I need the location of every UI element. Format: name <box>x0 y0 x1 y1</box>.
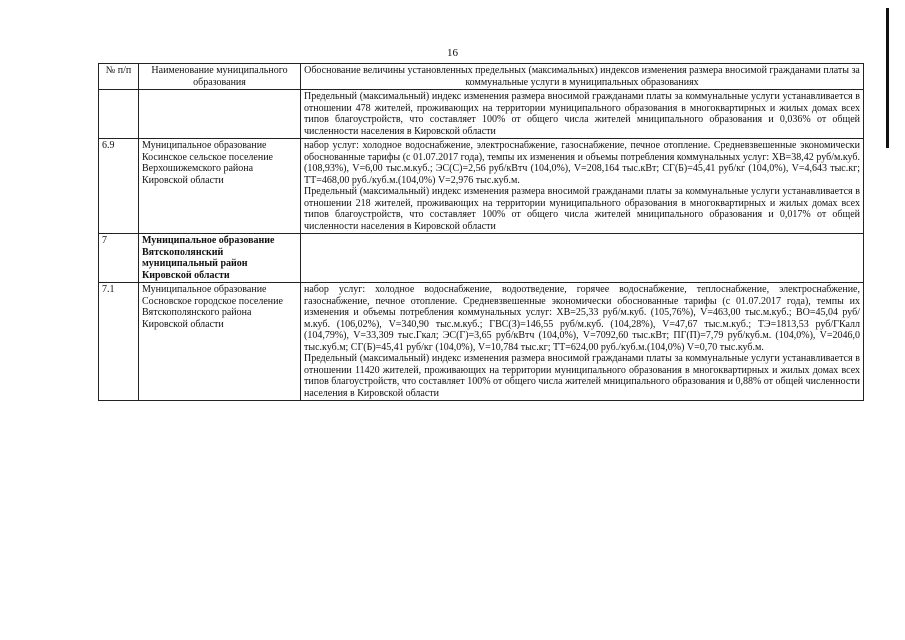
row-number: 6.9 <box>99 139 139 234</box>
row-number: 7 <box>99 234 139 283</box>
table-row <box>99 234 864 283</box>
header-basis: Обоснование величины установленных предельных (максимальных) индексов изменения размера вносимой гражданами платы за коммунальные услуги в муниципальных образованиях <box>301 64 864 90</box>
basis-paragraph: Предельный (максимальный) индекс изменения размера вносимой гражданами платы за коммунальные услуги устанавливается в отношении 11420 жителей, проживающих на территории муниципального образования в многоквартирных и жилых домах всех типов благоустройств, что составляет 100% от общего числа жителей мниципального образования и 0,88% от общей численности населения в Кировской области <box>304 353 860 399</box>
table-header-row <box>99 64 864 90</box>
header-name: Наименование муниципального образования <box>139 64 301 90</box>
basis-paragraph: Предельный (максимальный) индекс изменения размера вносимой гражданами платы за коммунальные услуги устанавливается в отношении 218 жителей, проживающих на территории муниципального образования в многоквартирных и жилых домах всех типов благоустройств, что составляет 100% от общего числа жителей мниципального образования и 0,017% от общей численности населения в Кировской области <box>304 186 860 232</box>
header-num: № п/п <box>99 64 139 90</box>
tariff-table <box>98 63 864 401</box>
municipality-name: Муниципальное образование Сосновское городское поселение Вятскополянского района Кировской области <box>139 283 301 401</box>
municipality-name: Муниципальное образование Косинское сельское поселение Верхошижемского района Кировской области <box>139 139 301 234</box>
table-row <box>99 139 864 234</box>
row-number <box>99 90 139 139</box>
basis-paragraph: Предельный (максимальный) индекс изменения размера вносимой гражданами платы за коммунальные услуги устанавливается в отношении 478 жителей, проживающих на территории муниципального образования в многоквартирных и жилых домах всех типов благоустройств, что составляет 100% от общего числа жителей мниципального образования и 0,036% от общей численности населения в Кировской области <box>304 91 860 137</box>
margin-rule <box>886 8 889 148</box>
municipality-name <box>139 90 301 139</box>
basis-cell <box>301 283 864 401</box>
table-row <box>99 283 864 401</box>
row-number: 7.1 <box>99 283 139 401</box>
basis-cell <box>301 139 864 234</box>
basis-paragraph: набор услуг: холодное водоснабжение, электроснабжение, газоснабжение, печное отопление. Средневзвешенные экономически обоснованные тарифы (с 01.07.2017 года), темпы их изменения и объемы потребления коммунальных услуг: ХВ=38,42 руб/м.куб. (108,93%), V=6,00 тыс.м.куб.; ЭС(С)=2,56 руб/кВтч (104,0%), V=208,164 тыс.кВт; СГ(Б)=45,41 руб/кг (104,0%), V=4,643 тыс.кг; ТТ=468,00 руб./куб.м.(104,0%) V=2,976 тыс.куб.м. <box>304 140 860 186</box>
basis-cell <box>301 234 864 283</box>
page-number: 16 <box>447 47 458 59</box>
basis-paragraph: набор услуг: холодное водоснабжение, водоотведение, горячее водоснабжение, теплоснабжение, электроснабжение, газоснабжение, печное отопление. Средневзвешенные экономически обоснованные тарифы (с 01.07.2017 года), темпы их изменения и объемы потребления коммунальных услуг: ХВ=25,33 руб/м.куб. (105,76%), V=463,00 тыс.м.куб.; ВО=45,04 руб/м.куб. (106,02%), V=340,90 тыс.м.куб.; ГВС(З)=146,55 руб/м.куб. (104,28%), V=47,67 тыс.м.куб.; ТЭ=1813,53 руб/ГКалл (104,79%), V=33,309 тыс.Гкал; ЭС(Г)=3,65 руб/кВтч (104,0%), V=7092,60 тыс.кВт; ПГ(П)=7,79 руб/куб.м. (104,0%), V=2046,0 тыс.куб.м; СГ(Б)=45,41 руб/кг (104,0%), V=10,784 тыс.кг; ТТ=624,00 руб./куб.м.(104,0%) V=0,70 тыс.куб.м. <box>304 284 860 353</box>
basis-cell <box>301 90 864 139</box>
table-body <box>99 90 864 401</box>
municipality-name: Муниципальное образование Вятскополянский муниципальный район Кировской области <box>139 234 301 283</box>
table-row <box>99 90 864 139</box>
